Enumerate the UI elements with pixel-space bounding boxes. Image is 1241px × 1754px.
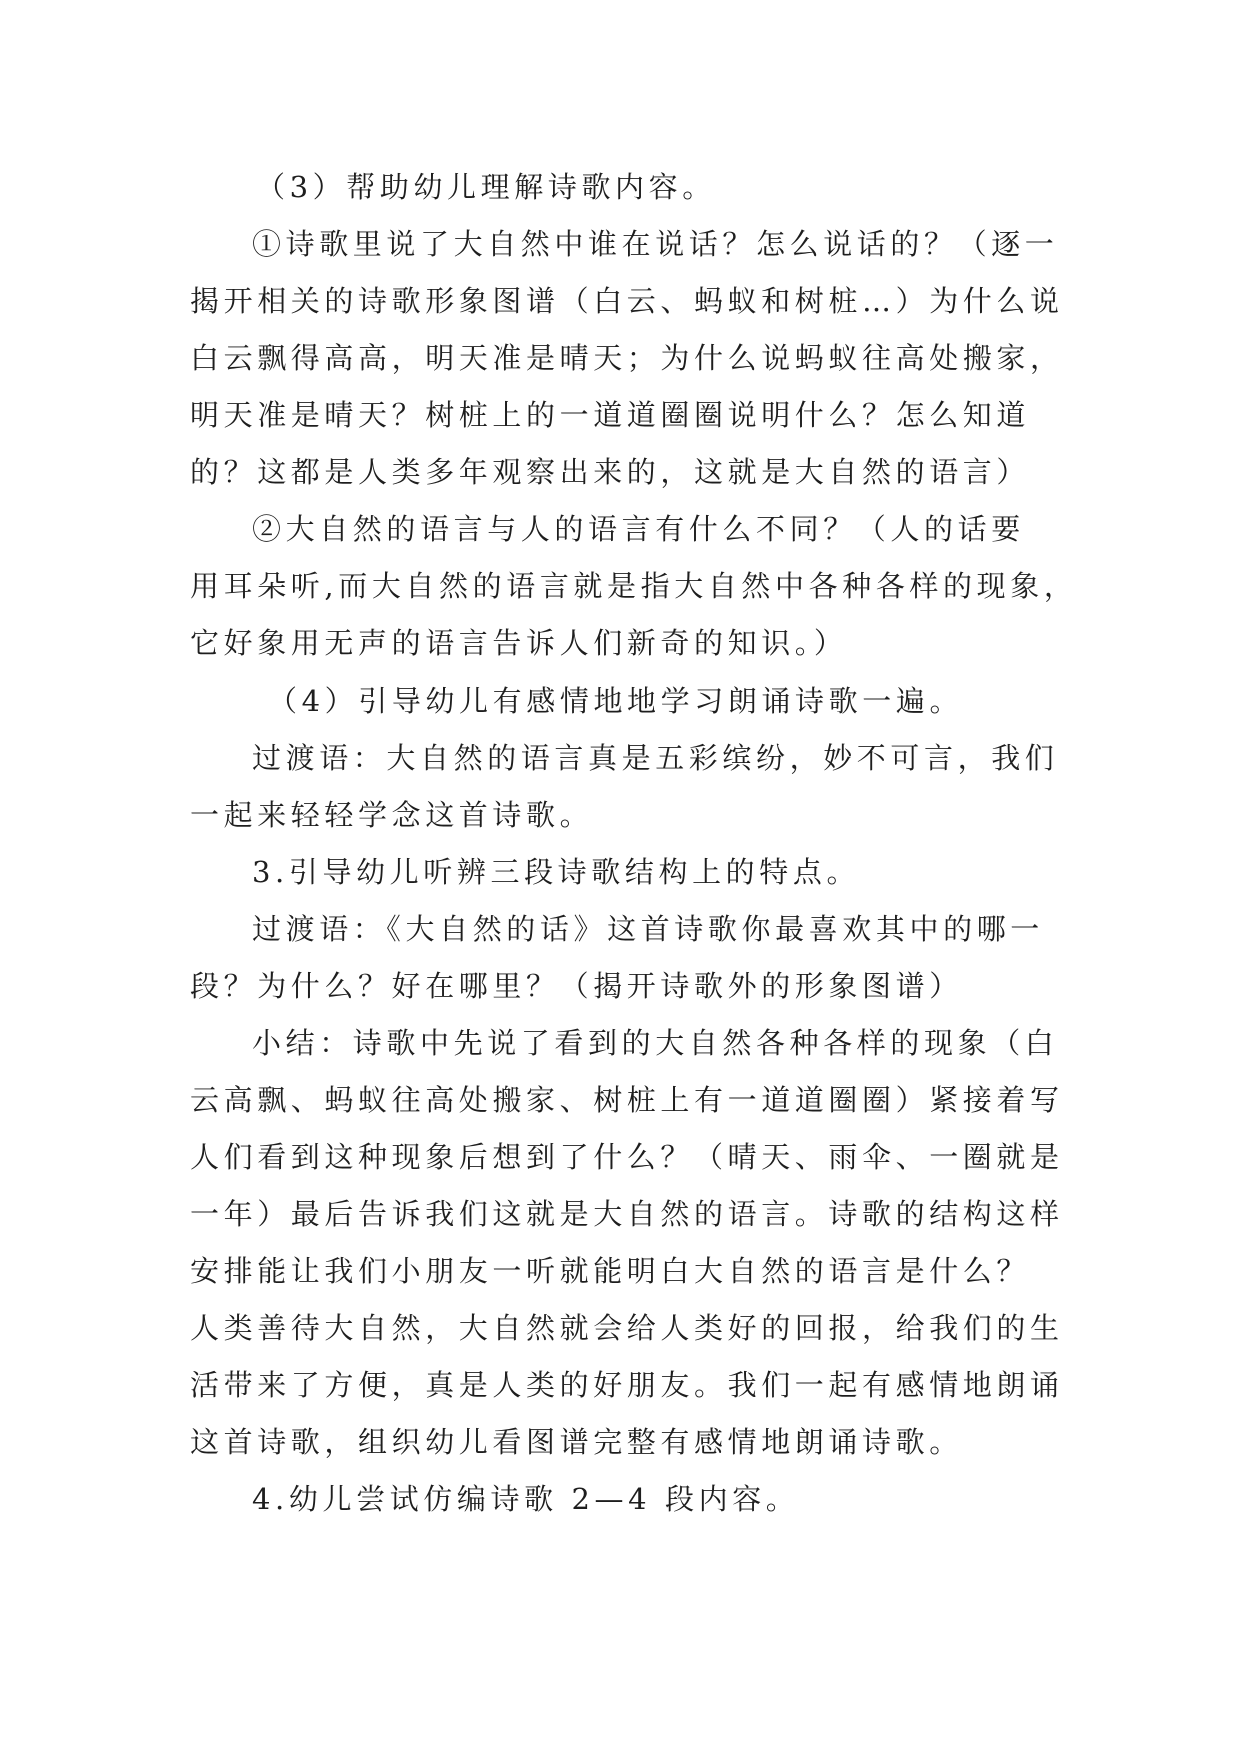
text-line: 用耳朵听,而大自然的语言就是指大自然中各种各样的现象，	[190, 569, 1078, 603]
text-line: （3）帮助幼儿理解诗歌内容。	[256, 170, 716, 204]
text-line: 小结：诗歌中先说了看到的大自然各种各样的现象（白	[252, 1026, 1059, 1060]
text-line: 明天准是晴天？树桩上的一道道圈圈说明什么？怎么知道	[190, 398, 1031, 432]
text-line: 白云飘得高高，明天准是晴天；为什么说蚂蚁往高处搬家，	[190, 341, 1064, 375]
text-line: ②大自然的语言与人的语言有什么不同？（人的话要	[252, 512, 1025, 546]
text-line: 一年）最后告诉我们这就是大自然的语言。诗歌的结构这样	[190, 1197, 1064, 1231]
text-line: 这首诗歌，组织幼儿看图谱完整有感情地朗诵诗歌。	[190, 1425, 963, 1459]
text-line: 人类善待大自然，大自然就会给人类好的回报，给我们的生	[190, 1311, 1064, 1345]
text-line: 4.幼儿尝试仿编诗歌 2—4 段内容。	[252, 1482, 800, 1516]
text-line: 它好象用无声的语言告诉人们新奇的知识。）	[190, 626, 848, 660]
text-line: 揭开相关的诗歌形象图谱（白云、蚂蚁和树桩…）为什么说	[190, 284, 1064, 318]
text-line: 过渡语：《大自然的话》这首诗歌你最喜欢其中的哪一	[252, 912, 1044, 946]
text-line: 3.引导幼儿听辨三段诗歌结构上的特点。	[252, 855, 861, 889]
text-line: 的？这都是人类多年观察出来的，这就是大自然的语言）	[190, 455, 1031, 489]
text-line: 一起来轻轻学念这首诗歌。	[190, 798, 594, 832]
text-line: 过渡语：大自然的语言真是五彩缤纷，妙不可言，我们	[252, 741, 1059, 775]
text-line: 安排能让我们小朋友一听就能明白大自然的语言是什么？	[190, 1254, 1031, 1288]
text-line: ①诗歌里说了大自然中谁在说话？怎么说话的？（逐一	[252, 227, 1059, 261]
text-line: 活带来了方便，真是人类的好朋友。我们一起有感情地朗诵	[190, 1368, 1064, 1402]
text-line: （4）引导幼儿有感情地地学习朗诵诗歌一遍。	[268, 684, 964, 718]
text-line: 人们看到这种现象后想到了什么？（晴天、雨伞、一圈就是	[190, 1140, 1064, 1174]
text-line: 云高飘、蚂蚁往高处搬家、树桩上有一道道圈圈）紧接着写	[190, 1083, 1064, 1117]
text-line: 段？为什么？好在哪里？（揭开诗歌外的形象图谱）	[190, 969, 963, 1003]
